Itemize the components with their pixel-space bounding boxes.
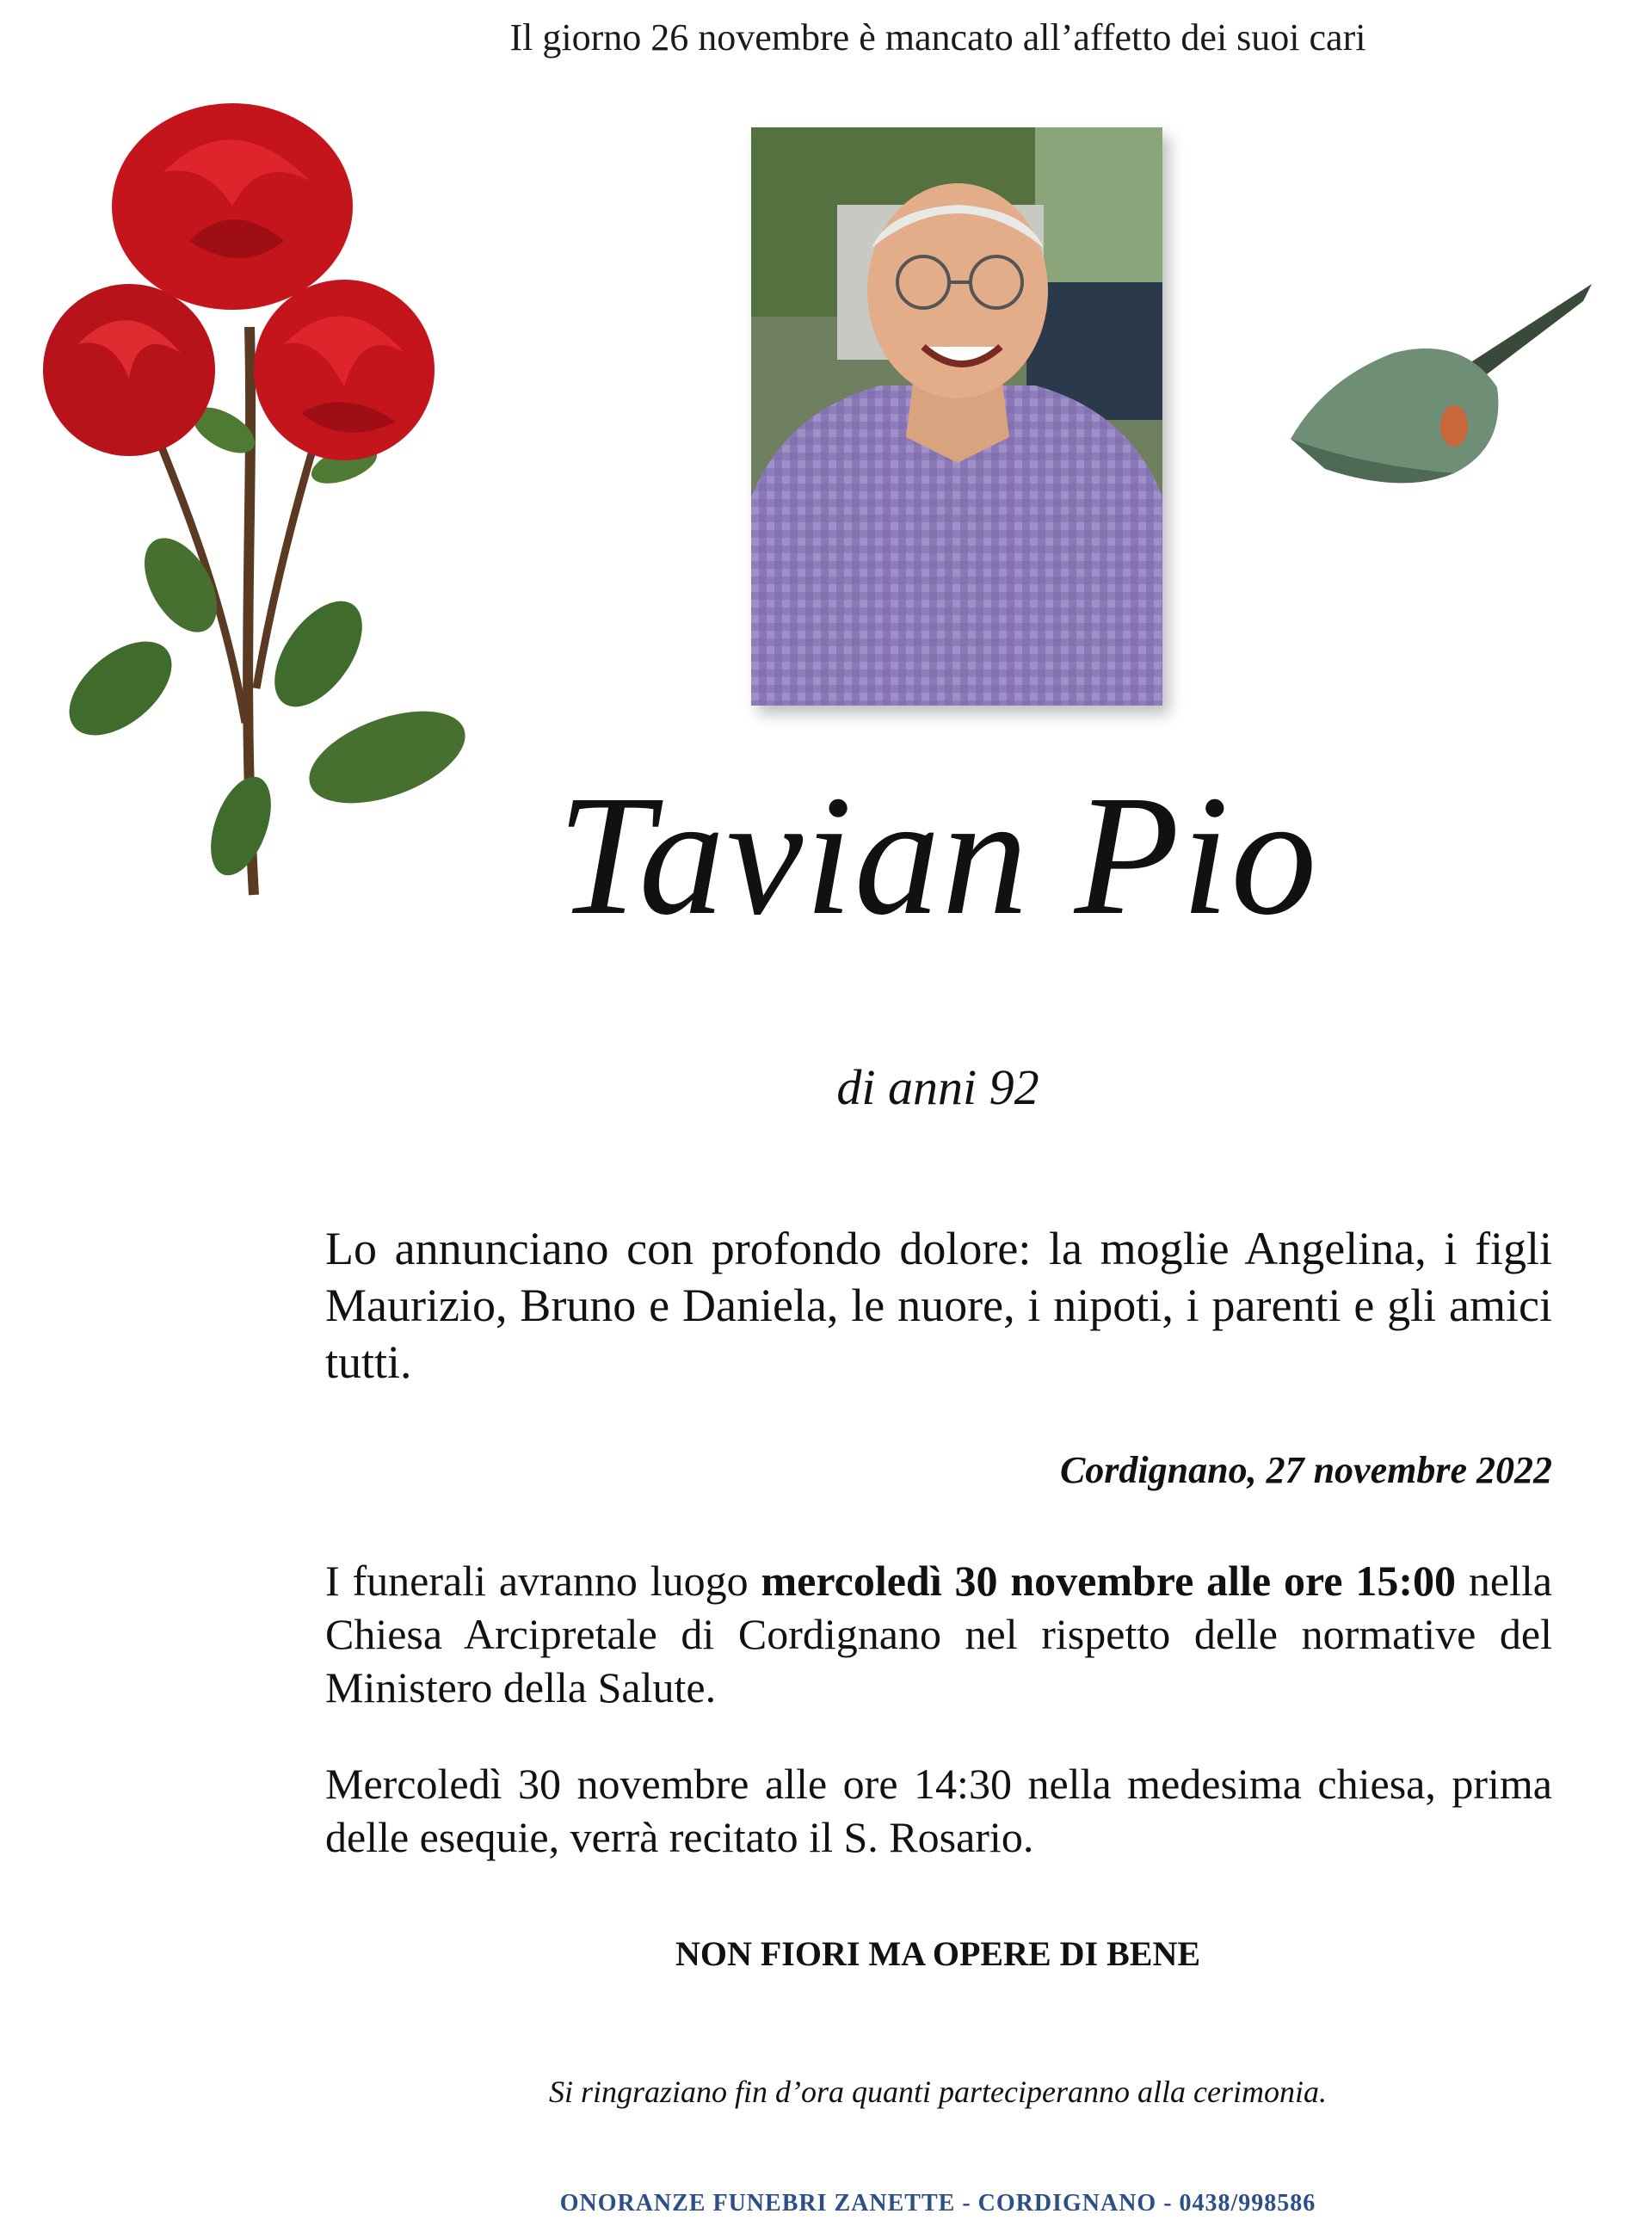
place-date-line: Cordignano, 27 novembre 2022	[1059, 1449, 1552, 1491]
funeral-prefix: I funerali avranno luogo	[325, 1557, 761, 1605]
funeral-suffix: nella Chiesa Arcipretale di Cordignano nel rispetto delle normative del Ministero della Salute.	[325, 1557, 1552, 1711]
funeral-home-footer: ONORANZE FUNEBRI ZANETTE - CORDIGNANO - 0438/998586	[559, 2190, 1316, 2217]
funeral-date-time: mercoledì 30 novembre alle ore 15:00	[761, 1557, 1456, 1605]
thanks-line: Si ringraziano fin d’ora quanti parteciperanno alla cerimonia.	[549, 2075, 1327, 2109]
rosary-paragraph: Mercoledì 30 novembre alle ore 14:30 nella medesima chiesa, prima delle esequie, verrà recitato il S. Rosario.	[325, 1760, 1552, 1861]
motto-line: NON FIORI MA OPERE DI BENE	[675, 1934, 1201, 1973]
age-line: di anni 92	[836, 1059, 1039, 1115]
funeral-paragraph	[325, 1554, 1552, 1714]
announcement-paragraph: Lo annunciano con profondo dolore: la moglie Angelina, i figli Maurizio, Bruno e Daniela, le nuore, i nipoti, i parenti e gli amici tutti.	[325, 1223, 1552, 1388]
portrait-photo	[751, 127, 1162, 706]
intro-line: Il giorno 26 novembre è mancato all’affetto dei suoi cari	[509, 16, 1366, 59]
alpine-hat-icon	[1273, 275, 1600, 499]
deceased-name: Tavian Pio	[557, 761, 1319, 951]
